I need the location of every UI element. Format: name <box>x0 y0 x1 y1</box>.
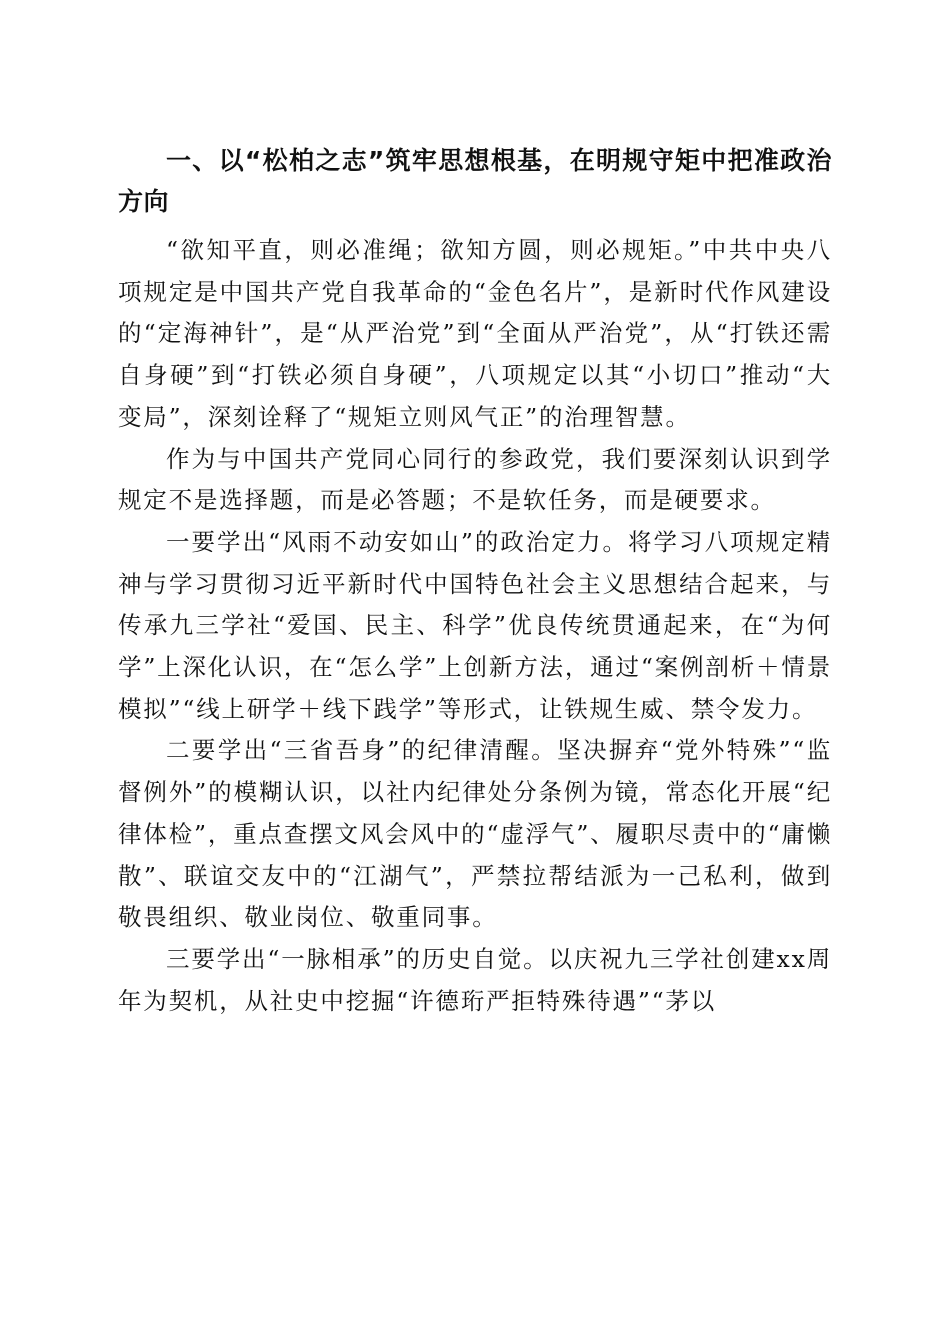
paragraph-intro: “欲知平直，则必准绳；欲知方圆，则必规矩。”中共中央八项规定是中国共产党自我革命的“金色名片”，是新时代作风建设的“定海神针”，是“从严治党”到“全面从严治党”，从“打铁还需自身硬”到“打铁必须自身硬”，八项规定以其“小切口”推动“大变局”，深刻诠释了“规矩立则风气正”的治理智慧。 <box>118 236 832 431</box>
document-page <box>118 140 832 1022</box>
section-heading: 一、以“松柏之志”筑牢思想根基，在明规守矩中把准政治方向 <box>118 146 832 216</box>
paragraph-history: 三要学出“一脉相承”的历史自觉。以庆祝九三学社创建xx周年为契机，从社史中挖掘“许德珩严拒特殊待遇”“茅以 <box>118 944 832 1015</box>
paragraph-discipline: 二要学出“三省吾身”的纪律清醒。坚决摒弃“党外特殊”“监督例外”的模糊认识，以社内纪律处分条例为镜，常态化开展“纪律体检”，重点查摆文风会风中的“虚浮气”、履职尽责中的“庸懒散”、联谊交友中的“江湖气”，严禁拉帮结派为一己私利，做到敬畏组织、敬业岗位、敬重同事。 <box>118 736 832 932</box>
paragraph-political-resolve: 一要学出“风雨不动安如山”的政治定力。将学习八项规定精神与学习贯彻习近平新时代中国特色社会主义思想结合起来，与传承九三学社“爱国、民主、科学”优良传统贯通起来，在“为何学”上深化认识，在“怎么学”上创新方法，通过“案例剖析＋情景模拟”“线上研学＋线下践学”等形式，让铁规生威、禁令发力。 <box>118 527 832 723</box>
paragraph-awareness: 作为与中国共产党同心同行的参政党，我们要深刻认识到学规定不是选择题，而是必答题；不是软任务，而是硬要求。 <box>118 444 832 515</box>
